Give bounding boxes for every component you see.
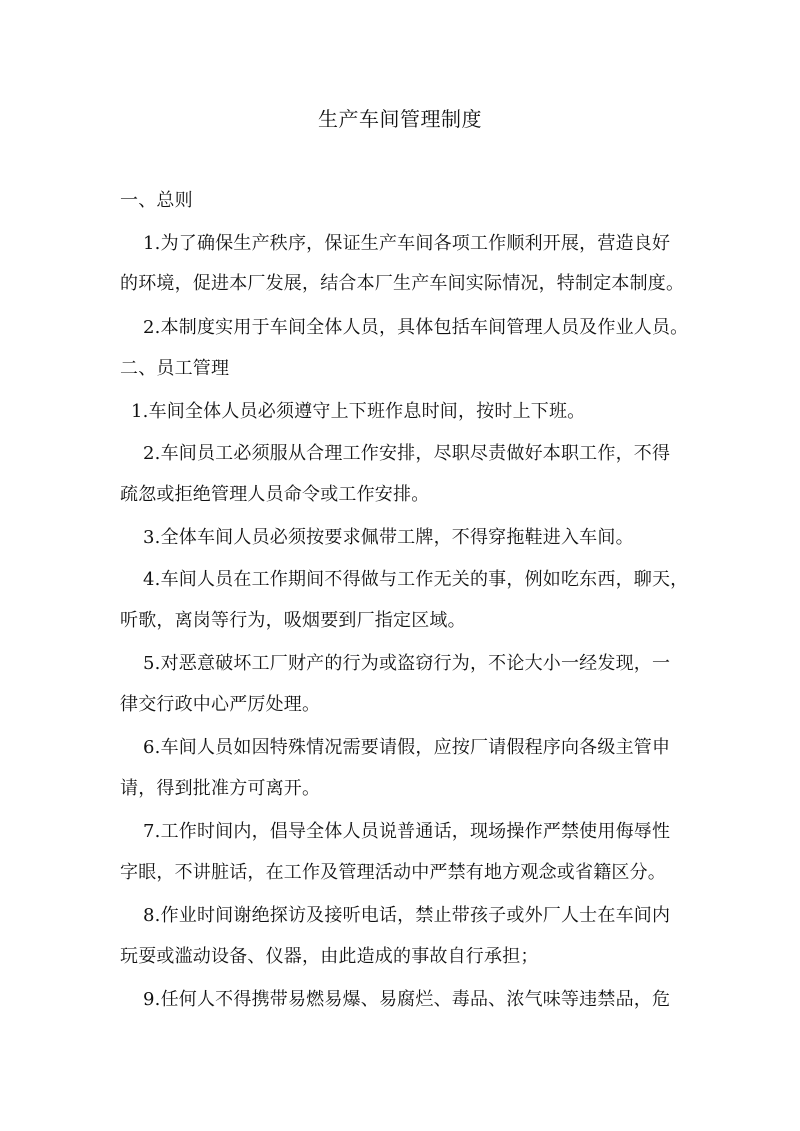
paragraph-line: 5.对恶意破坏工厂财产的行为或盗窃行为，不论大小一经发现，一 — [143, 653, 671, 674]
paragraph-line: 2.车间员工必须服从合理工作安排，尽职尽责做好本职工作，不得 — [143, 443, 671, 464]
paragraph-line: 的环境，促进本厂发展，结合本厂生产车间实际情况，特制定本制度。 — [120, 273, 685, 294]
paragraph-line: 疏忽或拒绝管理人员命令或工作安排。 — [120, 484, 430, 505]
paragraph-line: 字眼，不讲脏话，在工作及管理活动中严禁有地方观念或省籍区分。 — [120, 862, 666, 883]
paragraph-line: 8.作业时间谢绝探访及接听电话，禁止带孩子或外厂人士在车间内 — [143, 905, 671, 926]
section-heading-staff: 二、员工管理 — [120, 358, 230, 379]
paragraph-line: 3.全体车间人员必须按要求佩带工牌，不得穿拖鞋进入车间。 — [143, 527, 634, 548]
paragraph-line: 9.任何人不得携带易燃易爆、易腐烂、毒品、浓气味等违禁品，危 — [143, 989, 671, 1010]
paragraph-line: 请，得到批准方可离开。 — [120, 778, 321, 799]
paragraph-line: 4.车间人员在工作期间不得做与工作无关的事，例如吃东西，聊天， — [143, 569, 689, 590]
paragraph-line: 听歌，离岗等行为，吸烟要到厂指定区域。 — [120, 610, 466, 631]
paragraph-line: 1.为了确保生产秩序，保证生产车间各项工作顺利开展，营造良好 — [143, 233, 671, 254]
paragraph-line: 玩耍或滥动设备、仪器，由此造成的事故自行承担； — [120, 946, 539, 967]
document-title: 生产车间管理制度 — [318, 107, 482, 131]
paragraph-line: 1.车间全体人员必须遵守上下班作息时间，按时上下班。 — [131, 401, 586, 422]
paragraph-line: 律交行政中心严厉处理。 — [120, 694, 321, 715]
paragraph-line: 6.车间人员如因特殊情况需要请假，应按厂请假程序向各级主管申 — [143, 737, 671, 758]
paragraph-line: 7.工作时间内，倡导全体人员说普通话，现场操作严禁使用侮辱性 — [143, 821, 671, 842]
section-heading-general: 一、总则 — [120, 190, 193, 211]
paragraph-line: 2.本制度实用于车间全体人员，具体包括车间管理人员及作业人员。 — [143, 317, 689, 338]
